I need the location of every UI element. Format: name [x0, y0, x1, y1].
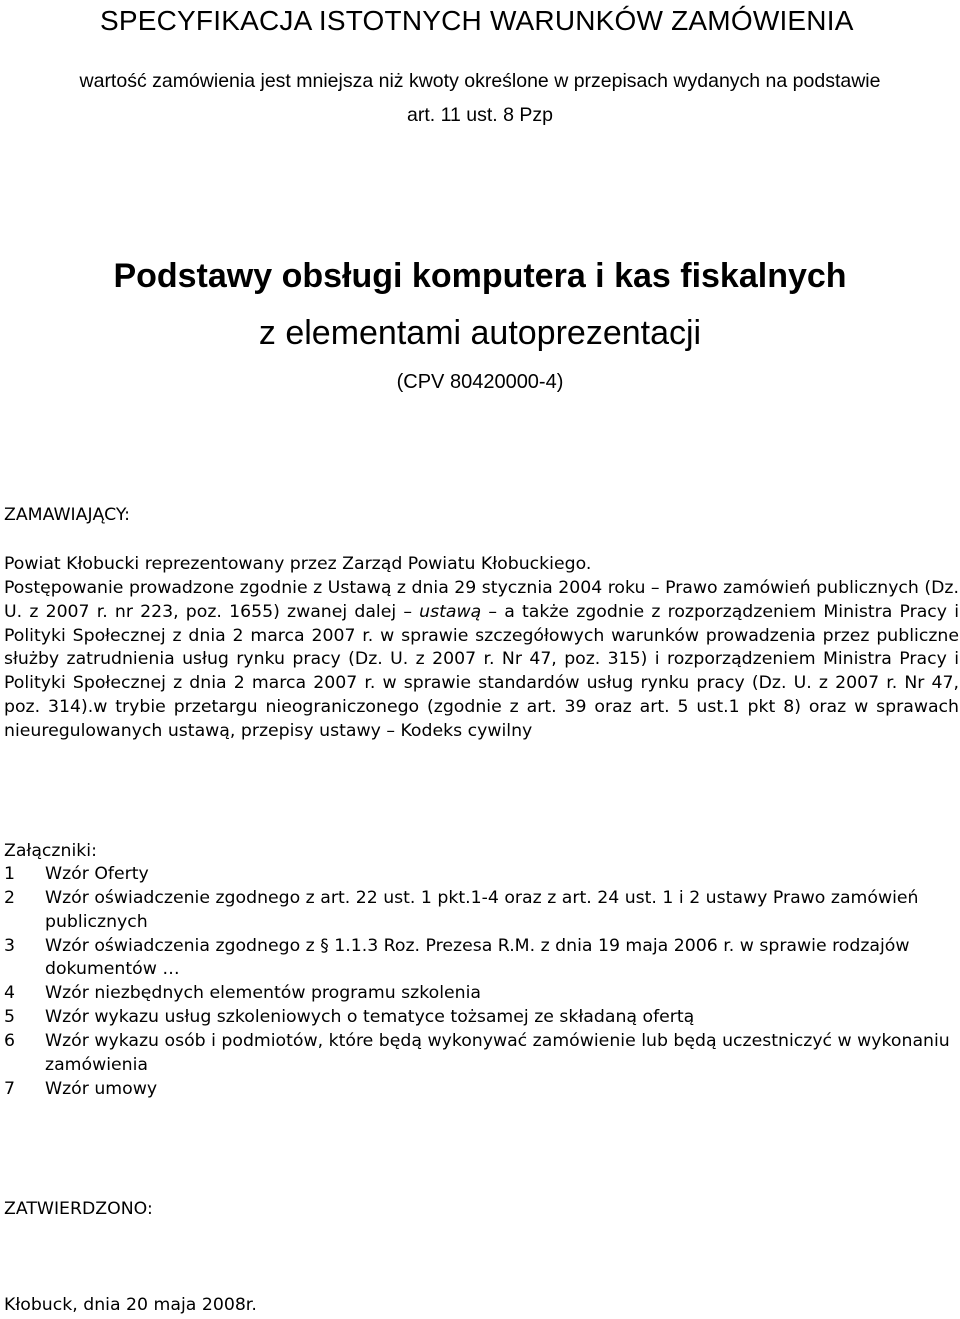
attachment-number: 6: [4, 1030, 15, 1051]
attachment-text: [45, 935, 959, 983]
value-note-line1: wartość zamówienia jest mniejsza niż kwoty określone w przepisach wydanych na podstawie: [79, 70, 881, 92]
attachments-label: Załączniki:: [4, 841, 97, 861]
attachment-number: 1: [4, 864, 15, 884]
legal-basis-part2: – a także zgodnie z rozporządzeniem Ministra Pracy i Polityki Społecznej z dnia 2 marca 2007 r. w sprawie szczegółowych warunków prowadzenia przez publiczne służby zatrudnienia usług rynku pracy (Dz. U. z 2007 r. Nr 47, poz. 315) i rozporządzeniem Ministra Pracy i Polityki Społecznej z dnia 2 marca 2007 r. w sprawie standardów usług rynku pracy (Dz. U. z 2007 r. Nr 47, poz. 314).w trybie przetargu nieograniczonego (zgodnie z art. 39 oraz art. 5 ust.1 pkt 8) oraz w sprawach nieuregulowanych ustawą, przepisy ustawy – Kodeks cywilny: [4, 601, 960, 741]
attachment-item: [4, 1078, 959, 1102]
approved-label: ZATWIERDZONO:: [4, 1199, 153, 1219]
place-date: Kłobuck, dnia 20 maja 2008r.: [4, 1295, 257, 1315]
attachment-number: 4: [4, 983, 15, 1004]
ordering-party-section: [4, 553, 959, 744]
attachment-item: [4, 1030, 959, 1078]
section-symbol: §: [320, 935, 329, 956]
attachment-text: Wzór wykazu osób i podmiotów, które będą wykonywać zamówienie lub będą uczestniczyć w wykonaniu zamówienia: [45, 1030, 950, 1075]
attachment-text: Wzór oświadczenie zgodnego z art. 22 ust. 1 pkt.1-4 oraz z art. 24 ust. 1 i 2 ustawy Prawo zamówień publicznych: [45, 887, 919, 932]
main-title: [0, 248, 960, 362]
legal-basis-italic: ustawą: [419, 601, 482, 622]
attachment-text: Wzór umowy: [45, 1078, 158, 1099]
attachment-item: [4, 887, 959, 935]
attachment-number: 3: [4, 935, 15, 956]
main-title-line1: Podstawy obsługi komputera i kas fiskalnych: [113, 257, 847, 295]
cpv-code: (CPV 80420000-4): [396, 371, 564, 393]
attachment-item: [4, 982, 959, 1006]
attachment-item: [4, 863, 959, 887]
attachment-text-after: 1.1.3 Roz. Prezesa R.M. z dnia 19 maja 2006 r. w sprawie rodzajów dokumentów …: [45, 935, 910, 980]
attachment-text: Wzór wykazu usług szkoleniowych o tematyce tożsamej ze składaną ofertą: [45, 1007, 695, 1028]
legal-basis-paragraph: [4, 577, 959, 744]
value-note-line2: art. 11 ust. 8 Pzp: [407, 104, 553, 126]
attachment-text: Wzór Oferty: [45, 864, 149, 884]
attachment-number: 5: [4, 1007, 15, 1028]
attachment-number: 7: [4, 1078, 15, 1099]
attachment-text-before: Wzór oświadczenia zgodnego z: [45, 935, 321, 956]
value-note: [0, 64, 960, 132]
legal-basis-part1: Postępowanie prowadzone zgodnie z Ustawą z dnia 29 stycznia 2004 roku – Prawo zamówień publicznych (Dz. U. z 2007 r. nr 223, poz. 1655) zwanej dalej –: [4, 577, 959, 622]
main-title-line2: z elementami autoprezentacji: [258, 314, 702, 352]
ordering-party-label: ZAMAWIAJĄCY:: [4, 505, 130, 525]
attachments-list: [4, 863, 959, 1101]
attachment-item: [4, 1006, 959, 1030]
attachment-item: [4, 935, 959, 983]
ordering-party-line: Powiat Kłobucki reprezentowany przez Zarząd Powiatu Kłobuckiego.: [4, 554, 592, 574]
attachment-text: Wzór niezbędnych elementów programu szkolenia: [45, 983, 481, 1004]
spec-title: SPECYFIKACJA ISTOTNYCH WARUNKÓW ZAMÓWIENIA: [100, 5, 854, 36]
attachment-number: 2: [4, 887, 15, 908]
